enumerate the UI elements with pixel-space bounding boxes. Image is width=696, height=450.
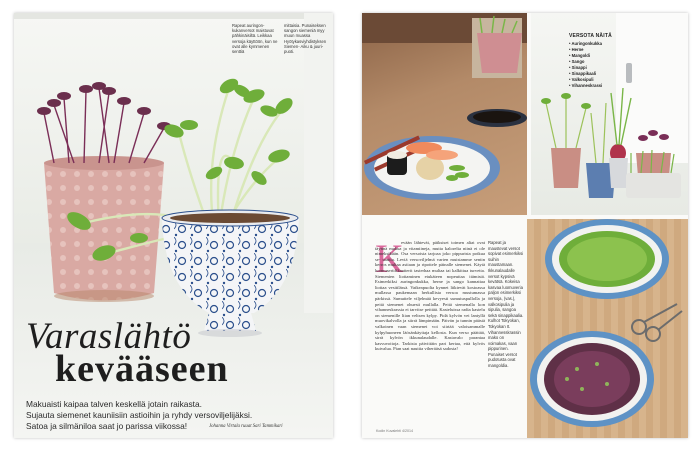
list-title: VERSOTA NÄITÄ xyxy=(569,33,612,39)
list-item: • Sinappi xyxy=(569,65,602,71)
red-plate xyxy=(530,331,654,427)
background-pot xyxy=(44,156,164,302)
side-caption: Rapeat ja maustevat versot sopivat esimerkiksi suihin maustamaan. Ikkunalaudalle versot kypsivä kevätsä. Kokeisa kasvaa luomuveria paljon esimerkiksi versoja, (vas.), valkosipulia ja sipulia, sangoa sekä sinappikaalia. Kulhot Tokyokan, Tokyokan It. Vihannesskrassin mako on voimakas, vaan pippurinen. Punaiset versot pudotusta ovat mangoldia. xyxy=(488,240,524,369)
drop-cap: K xyxy=(375,236,404,281)
scissors-icon xyxy=(632,304,682,341)
intro-column-1: Rapeat auringon-kukanversot maistuvat pähkinäisiltä. Leikkaa versoja käyttöön, kun ne ovat alle kymmenen senttiä xyxy=(232,23,278,55)
sprout-list xyxy=(569,41,602,89)
list-item: • Mangoldi xyxy=(569,53,602,59)
sushi-photo xyxy=(362,13,527,215)
left-page xyxy=(14,13,333,438)
green-plate xyxy=(545,219,669,299)
pot-1 xyxy=(541,93,591,188)
lead-line: Satoa ja silmäniloa saat jo parissa viikossa! xyxy=(26,421,188,431)
article-body: evään lähtevät, päiksiset toimen aliat ovat täynnä makua ja vitamiineja, mutta kalorelta niinä ei ole nimeksikään. Osa versoista tarjoaa joko pippurista potkua se- taattia. Leviä versoviljelmä varten muistamme sentin kerros multaa astiaan ja ripottele päinalle siemenet. Käytä luomusertifikaatterit tasterhaa multaa tai kalkittua turvetta. Siemenien liottaminen etukäteen nopeuttaa itämistä. Esimerkiksi auringonkukka, herne ja sango kannattaa liottaa vesitilässä. Vaikeapuolta kynnet liiktevät kostoassa mullassa paukemaan herkullista versoa mustumassa pärkissä. Sumuttele viljelmää kevyesti sumutuspullolla ja peitä siemenet ohuesti mullalla. Peitä siemenalla kon vihanneskrassia ei tarvitse peittää. Kasteluissa radia kastelu on siemenille liian veltsen kylpy. Pidä kylvön vei lantyllä muovikalvolla ja siirrä lämpimään. Päivän ja tunnin päästä valkoinen vaan siemenet voi siirtää valoisammalle kylpyhuoneen läösänkäyttaja kellosta. Kun verso päättää, sirrä kylvön ikkunalaudalle. Kastavalo parantaa kasvuvoitoja. Tarkista päivittäin pari kertaa, että kylvös kuivalua. Pian saat nauttia viherääsä sadosta! xyxy=(375,240,485,352)
pots-photo xyxy=(531,13,688,215)
page-footer: Kodin Kuvalehti 4/2014 xyxy=(376,429,413,433)
lead-line: Makuaisti kaipaa talven keskellä jotain raikasta. xyxy=(26,399,202,409)
intro-column-2: mittaisia. Punaiseksen sangon siemeniä myy muun muassa Hyötykasviyhdistyksen Siemen- Aiku & juuri- puoti. xyxy=(284,23,327,55)
headline-line-1: Varaslähtö xyxy=(26,316,192,357)
list-item: • Vihanneskrassi xyxy=(569,83,602,89)
list-item: • Herne xyxy=(569,47,602,53)
list-item: • Valkosipuli xyxy=(569,77,602,83)
byline: Johanna Virtala ruuat Sari Tammikari xyxy=(209,424,283,429)
list-item: • Sinappikaali xyxy=(569,71,602,77)
plates-photo xyxy=(527,219,688,438)
list-item: • Auringonkukka xyxy=(569,41,602,47)
headline-line-2: kevääseen xyxy=(55,348,229,390)
right-page xyxy=(362,13,688,438)
lead-line: Sujauta siemenet kauniisiin astioihin ja ryhdy versoviljelijäksi. xyxy=(26,410,253,420)
list-item: • Sango xyxy=(569,59,602,65)
